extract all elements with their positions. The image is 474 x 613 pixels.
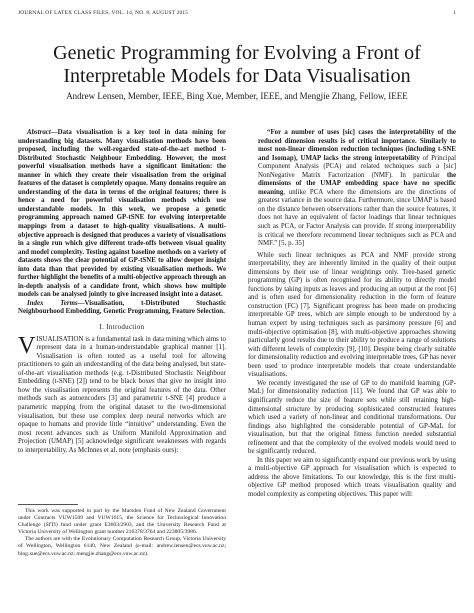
- quote-bold-2: the dimensions of the UMAP embedding space have no specific meaning: [258, 171, 456, 196]
- introduction-text: ISUALISATION is a fundamental task in data mining which aims to represent data in a human-understandable graphical manner [1]. Visualisation is often touted as a useful tool for allowing practitioners to gain an understanding of the data being analysed, but state-of-the-art visualisation methods (e.g. t-Distributed Stochastic Neighbour Embedding (t-SNE) [2]) tend to be black boxes that give no insight into how the visualisation represents the original features of the data. Other methods such as autoencoders [3] and parametric t-SNE [4] produce a parametric mapping from the original dataset to the two-dimensional visualisation, but these use complex deep neural networks which are opaque to humans and provide little “intuitive” understanding. Even the most recent advances such as Uniform Manifold Approximation and Projection (UMAP) [5] acknowledge significant weaknesses with regards to interpretability. As McInnes et al. note (emphasis ours):: [18, 335, 226, 454]
- body-paragraph-3: In this paper we aim to significantly expand our previous work by using a multi-objective GP approach for visualisation which is expected to address the above limitations. To our knowledge, this is the first multi-objective GP method proposed which treats visualisation quality and model complexity as competing objectives. This paper will:: [248, 456, 456, 498]
- journal-info: JOURNAL OF LATEX CLASS FILES, VOL. 14, NO. 8, AUGUST 2015: [18, 10, 189, 16]
- introduction-paragraph: [18, 332, 226, 456]
- running-header: [18, 10, 456, 20]
- umap-quote: [258, 129, 456, 249]
- index-terms-text: —Visualisation, t-Distributed Stochastic Neighbourhood Embedding, Genetic Programming, Feature Selection.: [18, 299, 227, 316]
- footnote-rule: [18, 504, 78, 505]
- footnote: [18, 508, 226, 558]
- body-paragraph-2: We recently investigated the use of GP to do manifold learning (GP-MaL) for dimensionality reduction [11]. We found that GP was able to significantly reduce the size of feature sets while still retaining high-dimensional structure by producing sophisticated constructed features which used a variety of non-linear and conditional transformations. Our findings also highlighted the considerable potential of GP-MaL for visualisation, but that the original fitness function needed substantial refinement and that the complexity of the evolved models would need to be significantly reduced.: [248, 379, 456, 456]
- right-column: [248, 129, 456, 500]
- quote-text-2: , unlike PCA where the dimensions are the directions of greatest variance in the source data. Furthermore, since UMAP is based on the distance between observations rather than the source features, it does not have an equivalent of factor loadings that linear techniques such as PCA, or Factor Analysis can provide. If strong interpretability is critical we therefore recommend linear techniques such as PCA and NMF.” [5, p. 35]: [258, 188, 456, 248]
- drop-cap: V: [18, 332, 36, 359]
- abstract: [18, 129, 226, 300]
- affiliation-note: The authors are with the Evolutionary Computation Research Group, Victoria University of Wellington, Wellington 6140, New Zealand (e-mail: andrew.lensen@ecs.vuw.ac.nz; bing.xue@ecs.vuw.ac.nz; mengjie.zhang@ecs.vuw.ac.nz).: [18, 536, 226, 557]
- body-paragraph-1: While such linear techniques as PCA and NMF provide strong interpretability, they are inherently limited in the quality of their output dimensions by their use of linear weightings only. Tree-based genetic programming (GP) is often recognised for its ability to directly model functions by taking inputs as leaves and producing an output at the root [6] and is often used for dimensionality reduction in the form of feature construction (FC) [7]. Significant progress has been made on producing interpretable GP trees, which are simple enough to be understood by a human expert by using techniques such as parsimony pressure [6] and multi-objective optimisation [8], with multi-objective approaches showing particularly good results due to their ability to produce a range of solutions with different levels of complexity [9], [10]. Despite being clearly suitable for dimensionality reduction and evolving interpretable trees, GP has never been used to produce interpretable models that create understandable visualisations.: [248, 251, 456, 379]
- index-terms: [18, 300, 226, 317]
- section-heading-introduction: I. Introduction: [99, 323, 145, 332]
- page-number: 1: [453, 10, 456, 16]
- paper-title: Genetic Programming for Evolving a Front of Interpretable Models for Data Visualisation: [53, 42, 421, 87]
- abstract-text: —Data visualisation is a key tool in data mining for understanding big datasets. Many visualisation methods have been proposed, including the well-regarded state-of-the-art method t-Distributed Stochastic Neighbour Embedding. However, the most powerful visualisation methods have a significant limitation: the manner in which they create their visualisation from the original features of the dataset is completely opaque. Many domains require an understanding of the data in terms of the original features; there is hence a need for powerful visualisation methods which use understandable models. In this work, we propose a genetic programming approach named GP-tSNE for evolving interpretable mappings from a dataset to high-quality visualisations. A multi-objective approach is designed that produces a variety of visualisations in a single run which give different trade-offs between visual quality and model complexity. Testing against baseline methods on a variety of datasets shows the clear potential of GP-tSNE to allow deeper insight into data than that provided by existing visualisation methods. We further highlight the benefits of a multi-objective approach through an in-depth analysis of a candidate front, which shows how multiple models can be analysed jointly to give increased insight into a dataset.: [18, 129, 226, 299]
- abstract-label: Abstract: [27, 129, 51, 136]
- funding-note: This work was supported in part by the Marsden Fund of New Zealand Government under Contracts VUW1509 and VUW1615, the Science for Technological Innovation Challenge (SfTI) fund under grant E3603/2903, and the University Research Fund at Victoria University of Wellington grant number 216378/3764 and 223805/3986.: [18, 508, 226, 536]
- index-terms-label: Index Terms: [27, 299, 78, 307]
- quote-bold-1: “For a number of uses [sic] cases the interpretability of the reduced dimension results is of critical importance. Similarly to most non-linear dimension reduction techniques (including t-SNE and Isomap), UMAP lacks the strong interpretability: [258, 129, 456, 162]
- left-column: [18, 129, 226, 455]
- author-list: Andrew Lensen, Member, IEEE, Bing Xue, Member, IEEE, and Mengjie Zhang, Fellow, IEEE: [66, 91, 408, 101]
- quote-text-1: of Principal Component Analysis (PCA) and related techniques such a [sic] NonNegative Matrix Factorization (NMF). In particular: [258, 154, 456, 179]
